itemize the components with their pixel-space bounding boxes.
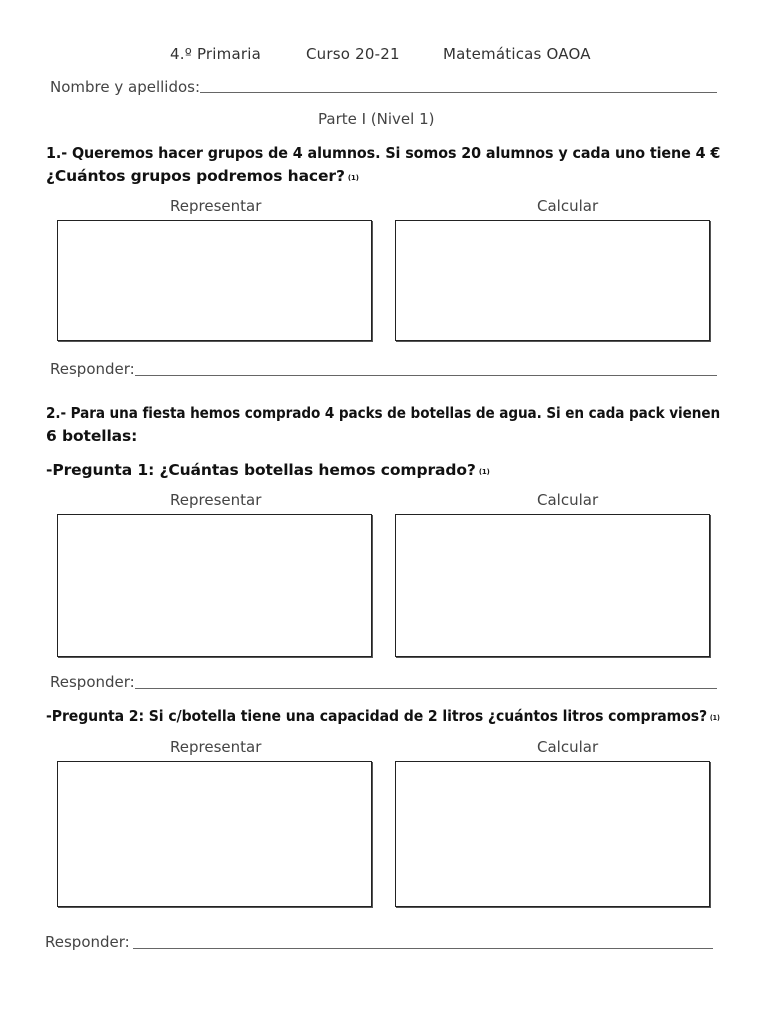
q2-represent-label: Representar: [170, 738, 262, 756]
p1-represent-box[interactable]: [57, 220, 372, 341]
question2-points: (1): [709, 714, 720, 722]
q2-answer-label: Responder:: [45, 933, 130, 951]
name-line[interactable]: [200, 92, 717, 93]
q2-calculate-box[interactable]: [395, 761, 710, 907]
question2-text: -Pregunta 2: Si c/botella tiene una capacidad de 2 litros ¿cuántos litros compramos?: [46, 707, 708, 725]
q1-represent-label: Representar: [170, 491, 262, 509]
question2: [46, 707, 720, 725]
problem1-line1: 1.- Queremos hacer grupos de 4 alumnos. Si somos 20 alumnos y cada uno tiene 4 €: [46, 144, 721, 162]
course-label: Curso 20-21: [306, 45, 400, 63]
p1-calculate-label: Calcular: [537, 197, 599, 215]
q2-represent-box[interactable]: [57, 761, 372, 907]
name-label: Nombre y apellidos:: [50, 78, 201, 96]
q1-calculate-label: Calcular: [537, 491, 599, 509]
p1-answer-label: Responder:: [50, 360, 135, 378]
q2-answer-line[interactable]: [133, 948, 713, 949]
problem2-line1: 2.- Para una fiesta hemos comprado 4 packs de botellas de agua. Si en cada pack vienen: [46, 404, 721, 422]
problem1-line2: [46, 167, 359, 185]
q1-answer-line[interactable]: [135, 688, 717, 689]
question1-text: -Pregunta 1: ¿Cuántas botellas hemos comprado?: [46, 461, 476, 479]
q1-represent-box[interactable]: [57, 514, 372, 657]
p1-calculate-box[interactable]: [395, 220, 710, 341]
subject-label: Matemáticas OAOA: [443, 45, 591, 63]
p1-represent-label: Representar: [170, 197, 262, 215]
q2-calculate-label: Calcular: [537, 738, 599, 756]
q1-calculate-box[interactable]: [395, 514, 710, 657]
p1-answer-line[interactable]: [135, 375, 717, 376]
grade-label: 4.º Primaria: [170, 45, 261, 63]
problem1-points: (1): [347, 174, 359, 182]
problem2-line2: 6 botellas:: [46, 427, 138, 445]
question1: [46, 461, 490, 479]
problem1-question: ¿Cuántos grupos podremos hacer?: [46, 167, 345, 185]
question1-points: (1): [478, 468, 490, 476]
section-title: Parte I (Nivel 1): [318, 110, 435, 128]
q1-answer-label: Responder:: [50, 673, 135, 691]
